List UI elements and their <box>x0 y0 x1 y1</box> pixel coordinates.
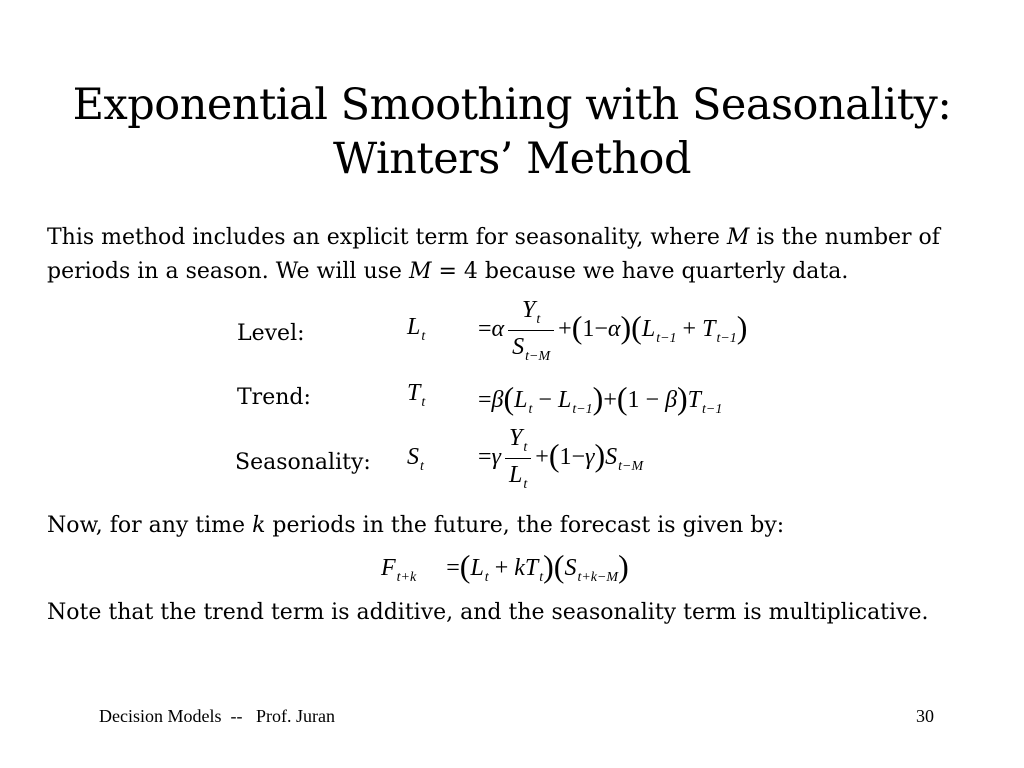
note-paragraph: Note that the trend term is additive, and the seasonality term is multiplicative. <box>47 600 929 625</box>
trend-equation: $=\beta(L_t - L_{t-1})+(1 - \beta)T_{t-1}$ <box>478 380 723 417</box>
forecast-var-k: k <box>252 513 266 538</box>
intro-var-m: M <box>408 259 432 284</box>
trend-label: Trend: <box>237 385 311 410</box>
footer-text <box>99 706 335 727</box>
level-equation: =α $\frac{Y_t}{S_{t-M}}$ $+(1-\alpha)(L_{t-1} + T_{t-1})$ <box>478 297 748 364</box>
intro-line-1 <box>47 221 987 255</box>
intro-var-m: M <box>726 225 750 250</box>
intro-text: = 4 because we have quarterly data. <box>431 259 849 284</box>
seasonality-equation: =γ $\frac{Y_t}{L_t}$ $+(1-\gamma)S_{t-M}$ <box>478 425 644 492</box>
intro-text: periods in a season. We will use <box>47 259 409 284</box>
title-line-1: Exponential Smoothing with Seasonality: <box>72 80 952 130</box>
intro-line-2 <box>47 255 987 289</box>
level-fraction: $\frac{Y_t}{S_{t-M}}$ <box>508 296 554 365</box>
level-lhs: $L_t$ <box>407 314 426 344</box>
trend-lhs: $T_t$ <box>407 380 426 410</box>
forecast-intro <box>47 509 987 543</box>
forecast-text: periods in the future, the forecast is given by: <box>265 513 785 538</box>
seasonality-label: Seasonality: <box>235 450 371 475</box>
intro-text: This method includes an explicit term for seasonality, where <box>47 225 727 250</box>
intro-paragraph <box>47 221 987 289</box>
title-line-2: Winters’ Method <box>333 134 691 184</box>
slide-title <box>0 78 1024 186</box>
page-number: 30 <box>916 706 934 726</box>
footer-author: Decision Models -- Prof. Juran <box>99 706 335 726</box>
seasonality-fraction: $\frac{Y_t}{L_t}$ <box>505 424 531 493</box>
seasonality-lhs: $S_t$ <box>407 444 424 474</box>
level-label: Level: <box>237 321 305 346</box>
intro-text: is the number of <box>749 225 940 250</box>
forecast-equation: $F_{t+k}$ $=(L_t + kT_t)(S_{t+k-M})$ <box>381 548 629 585</box>
forecast-text: Now, for any time <box>47 513 253 538</box>
